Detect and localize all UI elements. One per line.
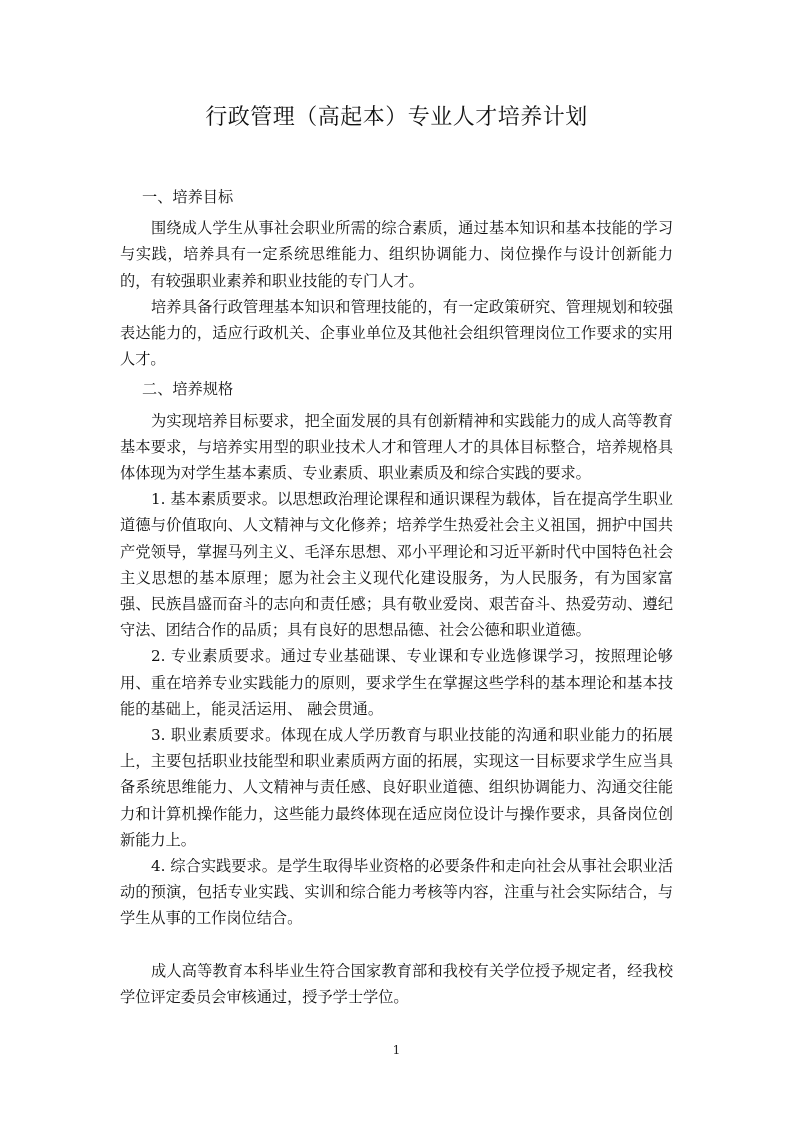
- paragraph: 为实现培养目标要求，把全面发展的具有创新精神和实践能力的成人高等教育基本要求，与培养实用型的职业技术人才和管理人才的具体目标整合，培养规格具体体现为对学生基本素质、专业素质、职业素质及和综合实践的要求。: [120, 411, 673, 483]
- paragraph-comprehensive-practice: 4. 综合实践要求。是学生取得毕业资格的必要条件和走向社会从事社会职业活动的预演，包括专业实践、实训和综合能力考核等内容，注重与社会实际结合，与学生从事的工作岗位结合。: [120, 857, 673, 928]
- page-number: 1: [392, 1043, 401, 1057]
- paragraph-vocational-quality: 3. 职业素质要求。体现在成人学历教育与职业技能的沟通和职业能力的拓展上，主要包括职业技能型和职业素质两方面的拓展，实现这一目标要求学生应当具备系统思维能力、人文精神与责任感、良好职业道德、组织协调能力、沟通交往能力和计算机操作能力，这些能力最终体现在适应岗位设计与操作要求，具备岗位创新能力上。: [120, 726, 673, 849]
- section-heading: 一、培养目标: [142, 188, 234, 206]
- paragraph-basic-quality: 1. 基本素质要求。以思想政治理论课程和通识课程为载体，旨在提高学生职业道德与价值取向、人文精神与文化修养；培养学生热爱社会主义祖国，拥护中国共产党领导，掌握马列主义、毛泽东思想、邓小平理论和习近平新时代中国特色社会主义思想的基本原理；愿为社会主义现代化建设服务，为人民服务，有为国家富强、民族昌盛而奋斗的志向和责任感；具有敬业爱岗、艰苦奋斗、热爱劳动、遵纪守法、团结合作的品质；具有良好的思想品德、社会公德和职业道德。: [120, 490, 673, 640]
- section-heading: 二、培养规格: [142, 380, 234, 399]
- paragraph-professional-quality: 2. 专业素质要求。通过专业基础课、专业课和专业选修课学习，按照理论够用、重在培养专业实践能力的原则，要求学生在掌握这些学科的基本理论和基本技能的基础上，能灵活运用、 融会贯通。: [120, 647, 673, 718]
- closing-paragraph: 成人高等教育本科毕业生符合国家教育部和我校有关学位授予规定者，经我校学位评定委员会审核通过，授予学士学位。: [120, 961, 673, 1006]
- paragraph: 培养具备行政管理基本知识和管理技能的，有一定政策研究、管理规划和较强表达能力的，适应行政机关、企事业单位及其他社会组织管理岗位工作要求的实用人才。: [120, 297, 673, 369]
- blank-line: [120, 932, 673, 958]
- paragraph: 围绕成人学生从事社会职业所需的综合素质，通过基本知识和基本技能的学习与实践，培养具有一定系统思维能力、组织协调能力、岗位操作与设计创新能力的，有较强职业素养和职业技能的专门人才。: [120, 219, 673, 290]
- section-training-objectives: [120, 184, 673, 372]
- document-title: 行政管理（高起本）专业人才培养计划: [205, 105, 588, 130]
- section-training-specifications: [120, 376, 673, 931]
- document-body: [120, 184, 673, 1010]
